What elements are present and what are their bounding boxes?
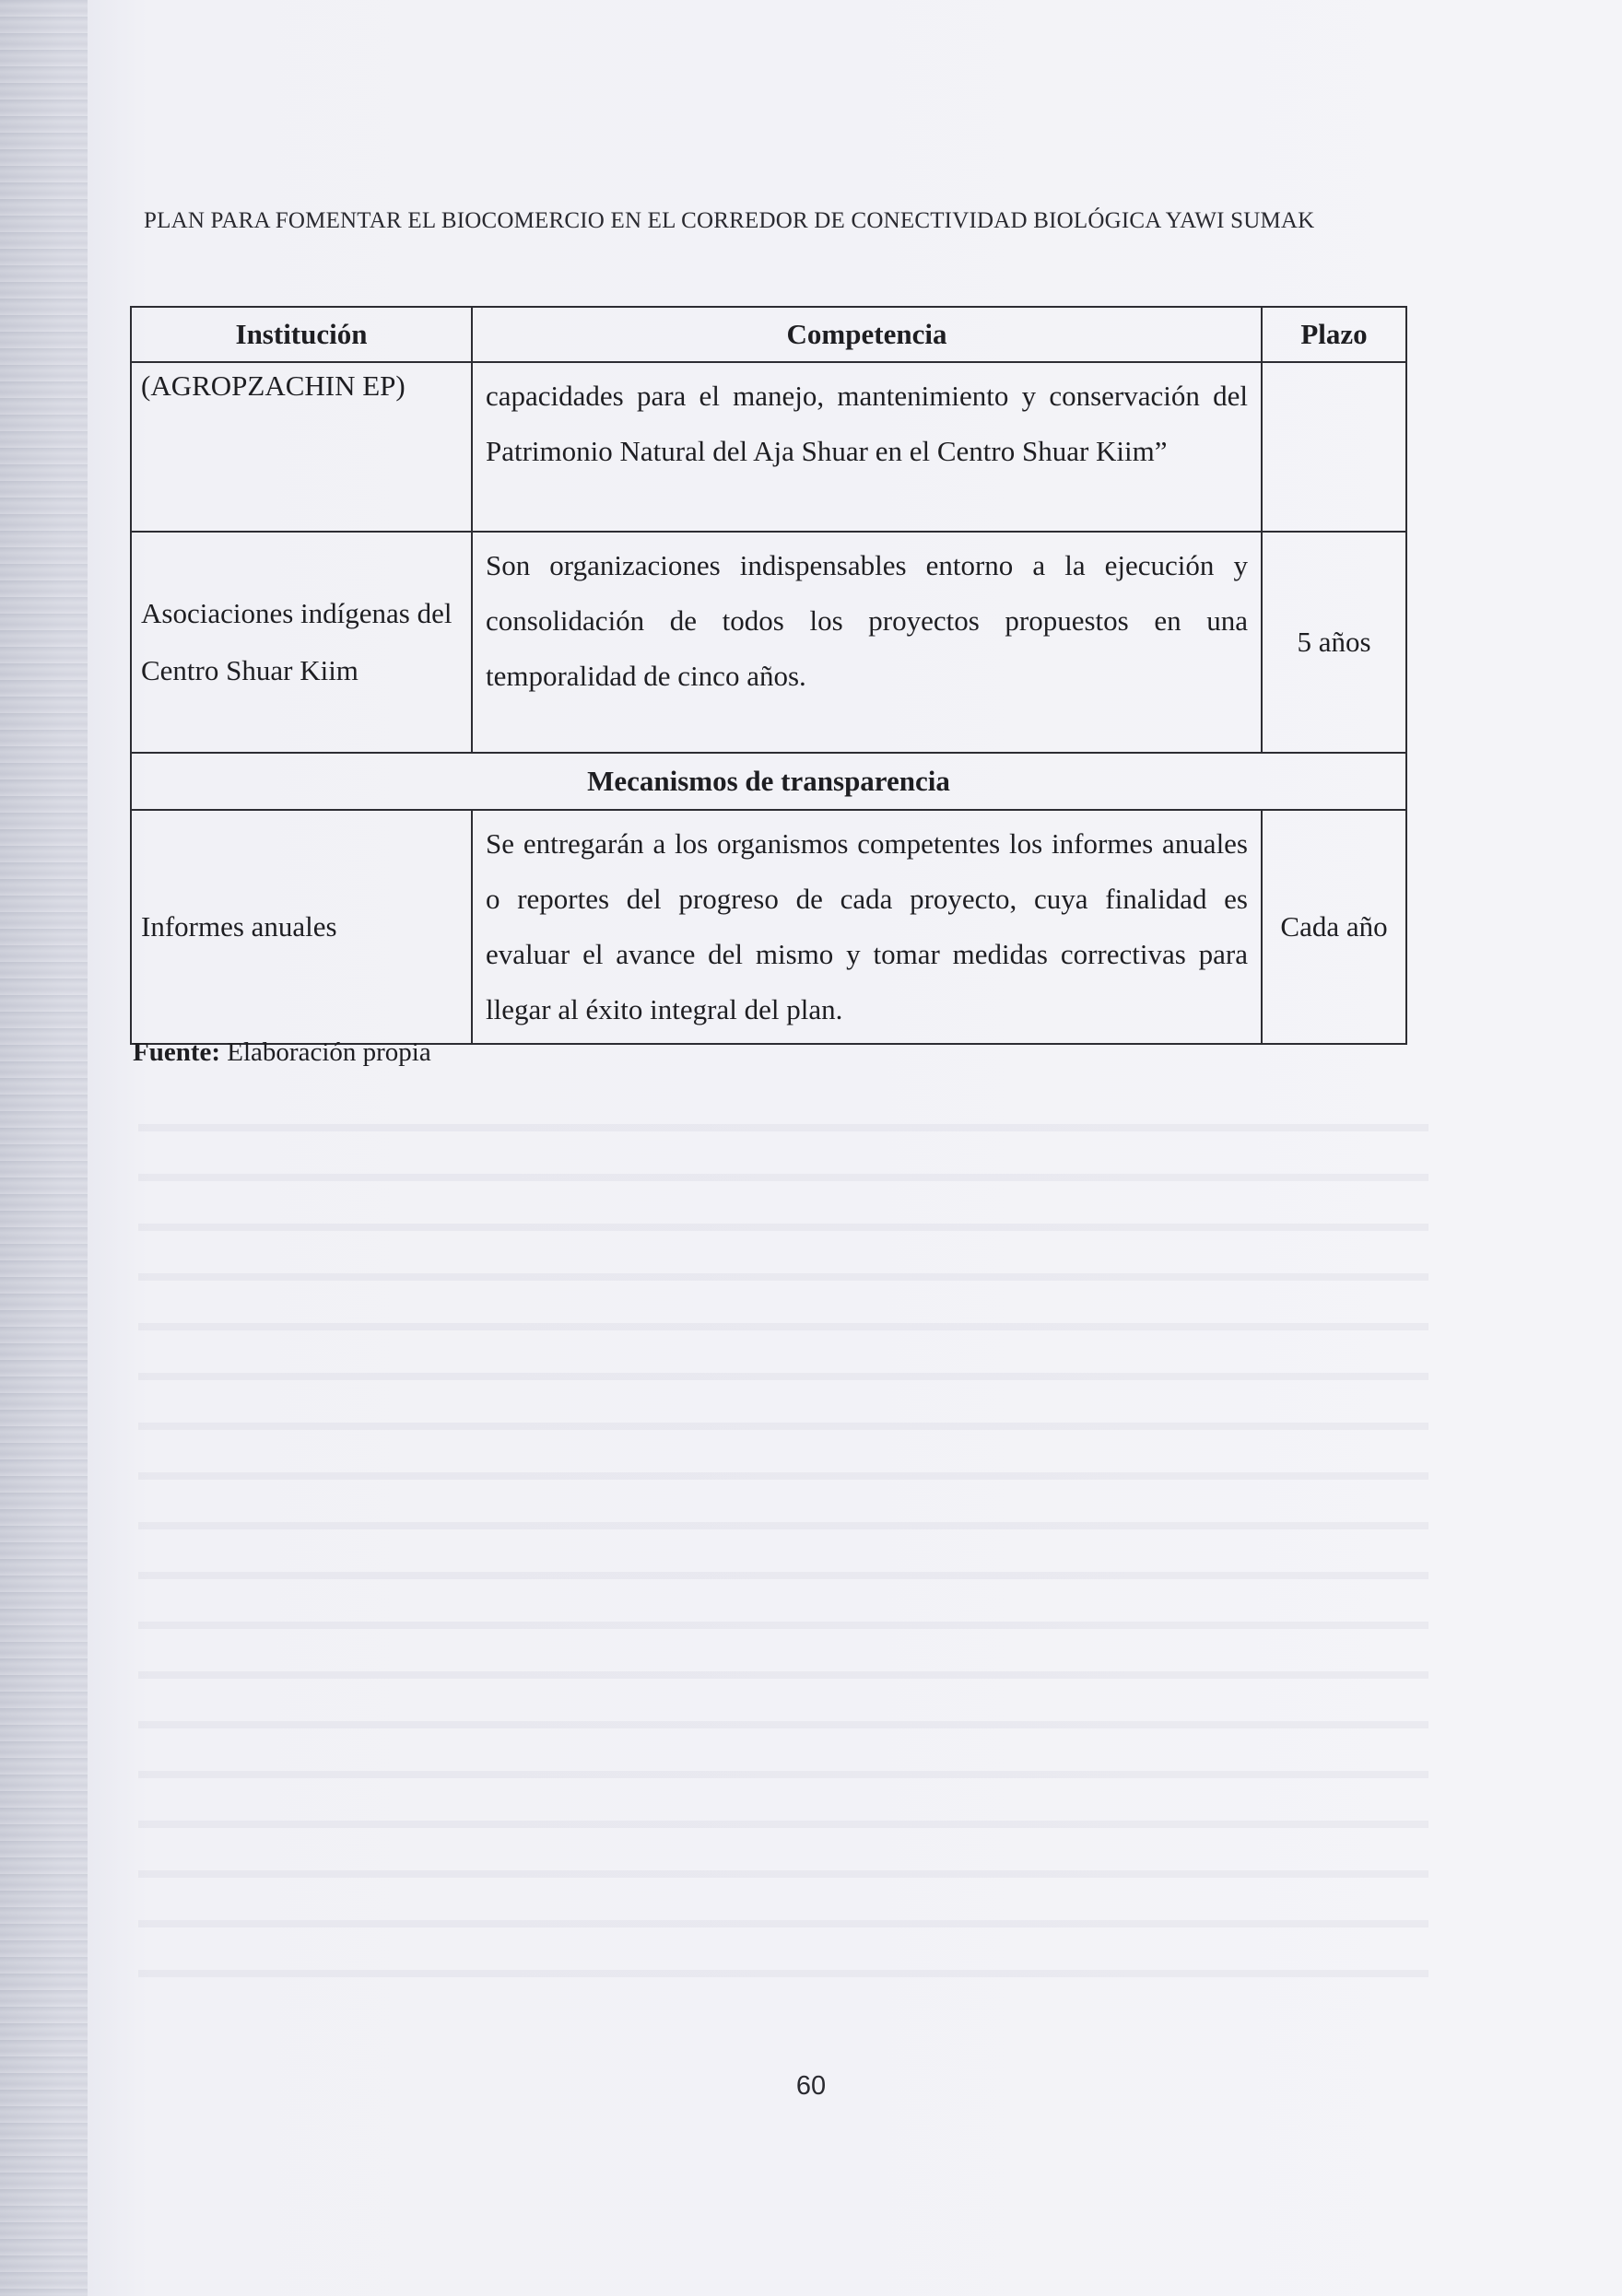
section-title: Mecanismos de transparencia — [131, 753, 1406, 810]
table-row — [131, 532, 1406, 753]
institution-cell: Informes anuales — [131, 810, 472, 1044]
running-header: PLAN PARA FOMENTAR EL BIOCOMERCIO EN EL CORREDOR DE CONECTIVIDAD BIOLÓGICA YAWI SUMAK — [144, 208, 1315, 233]
competence-cell: capacidades para el manejo, mantenimiento y conservación del Patrimonio Natural del Aja Shuar en el Centro Shuar Kiim” — [472, 362, 1262, 532]
term-cell — [1262, 362, 1406, 532]
competence-cell: Se entregarán a los organismos competentes los informes anuales o reportes del progreso de cada proyecto, cuya finalidad es evaluar el avance del mismo y tomar medidas correctivas para llegar al éxito integral del plan. — [472, 810, 1262, 1044]
source-text: Elaboración propia — [227, 1037, 431, 1067]
term-cell: 5 años — [1262, 532, 1406, 753]
term-cell: Cada año — [1262, 810, 1406, 1044]
table-header-row — [131, 307, 1406, 362]
page-number: 60 — [795, 2071, 827, 2101]
header-term: Plazo — [1262, 307, 1406, 362]
table-row — [131, 810, 1406, 1044]
table-source — [133, 1037, 431, 1068]
header-institution: Institución — [131, 307, 472, 362]
competence-cell: Son organizaciones indispensables entorno a la ejecución y consolidación de todos los proyectos propuestos en una temporalidad de cinco años. — [472, 532, 1262, 753]
institution-cell: Asociaciones indígenas del Centro Shuar Kiim — [131, 532, 472, 753]
source-label: Fuente: — [133, 1037, 221, 1067]
table-row — [131, 362, 1406, 532]
section-row — [131, 753, 1406, 810]
institution-cell: (AGROPZACHIN EP) — [131, 362, 472, 532]
bleed-through-text — [138, 1087, 1428, 2009]
page-binding-shadow — [0, 0, 88, 2296]
header-competence: Competencia — [472, 307, 1262, 362]
institution-table — [130, 306, 1407, 1045]
